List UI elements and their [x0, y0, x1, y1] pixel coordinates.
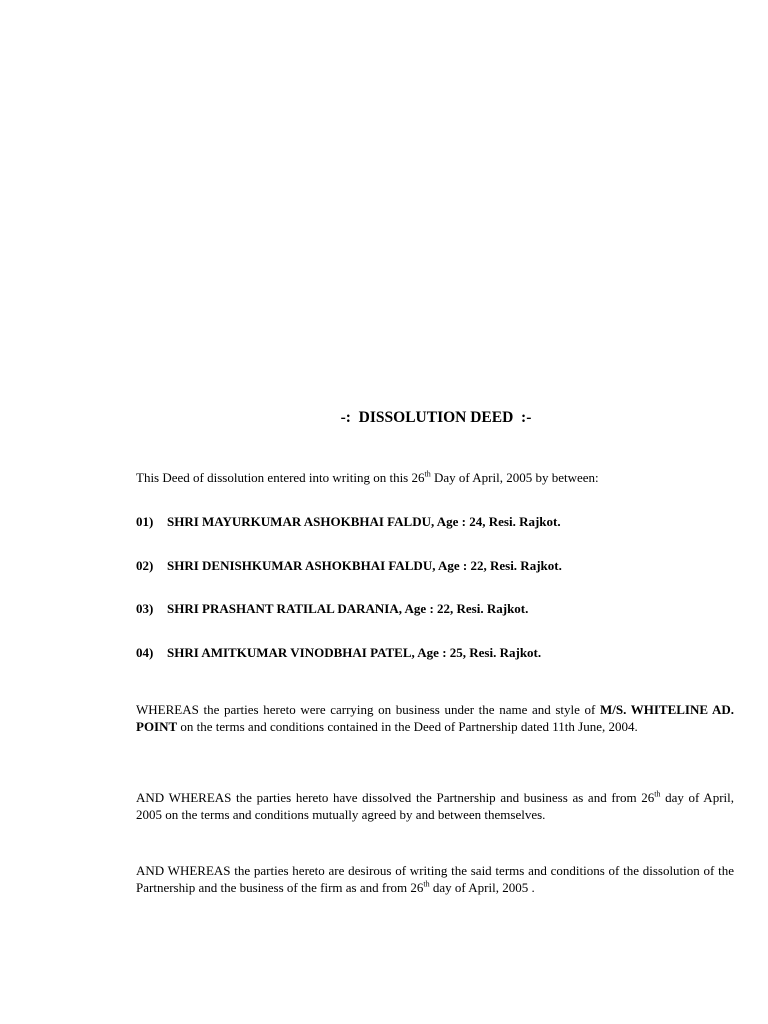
party-3	[136, 601, 734, 617]
party-3-details: SHRI PRASHANT RATILAL DARANIA, Age : 22, Resi. Rajkot.	[167, 601, 529, 616]
whereas-paragraph-3	[136, 863, 734, 896]
party-1	[136, 514, 734, 530]
intro-ordinal: th	[424, 469, 431, 479]
party-2-details: SHRI DENISHKUMAR ASHOKBHAI FALDU, Age : 22, Resi. Rajkot.	[167, 558, 562, 573]
intro-line	[136, 470, 734, 486]
party-2	[136, 558, 734, 574]
whereas-paragraph-2	[136, 790, 734, 823]
party-4-number: 04)	[136, 645, 154, 660]
deed-title: -: DISSOLUTION DEED :-	[340, 409, 532, 426]
whereas-2-ordinal: th	[654, 789, 661, 799]
party-1-number: 01)	[136, 514, 154, 529]
whereas-3-text-end: day of April, 2005 .	[429, 879, 535, 895]
whereas-1-text: WHEREAS the parties hereto were carrying on business under the name and style of	[136, 702, 600, 717]
party-1-details: SHRI MAYURKUMAR ASHOKBHAI FALDU, Age : 24, Resi. Rajkot.	[167, 514, 561, 529]
whereas-1-text-end: on the terms and conditions contained in the Deed of Partnership dated 11th June, 2004.	[177, 718, 638, 734]
whereas-3-ordinal: th	[423, 879, 430, 889]
party-4	[136, 645, 734, 661]
whereas-paragraph-1	[136, 702, 734, 735]
whereas-3-text: AND WHEREAS the parties hereto are desirous of writing the said terms and conditions of the dissolution of the Partnership and the business of the firm as and from 26	[136, 863, 734, 895]
party-2-number: 02)	[136, 558, 154, 573]
intro-text: This Deed of dissolution entered into writing on this 26	[136, 470, 425, 485]
party-3-number: 03)	[136, 601, 154, 616]
whereas-2-text: AND WHEREAS the parties hereto have dissolved the Partnership and business as and from 26	[136, 790, 655, 805]
whereas-2-text-end: day of April, 2005 on the terms and conditions mutually agreed by and between themselves.	[136, 790, 734, 822]
intro-text-end: Day of April, 2005 by between:	[430, 470, 599, 485]
firm-name: M/S. WHITELINE AD. POINT	[136, 702, 734, 734]
party-4-details: SHRI AMITKUMAR VINODBHAI PATEL, Age : 25, Resi. Rajkot.	[167, 645, 542, 660]
